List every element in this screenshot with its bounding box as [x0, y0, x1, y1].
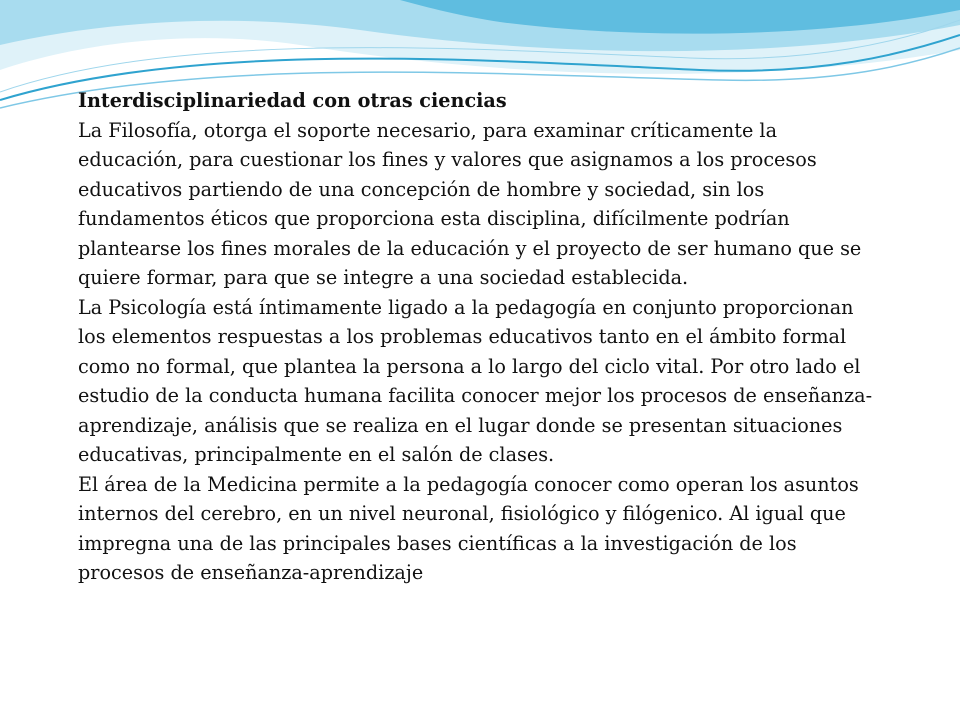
paragraph-filosofia: La Filosofía, otorga el soporte necesario, para examinar críticamente la educación, para cuestionar los fines y valores que asignamos a los procesos educativos partiendo de una concepción de hombre y sociedad, sin los fundamentos éticos que proporciona esta disciplina, difícilmente podrían plantearse los fines morales de la educación y el proyecto de ser humano que se quiere formar, para que se integre a una sociedad establecida.	[78, 118, 862, 289]
slide-heading: Interdisciplinariedad con otras ciencias	[78, 89, 507, 112]
paragraph-medicina: El área de la Medicina permite a la pedagogía conocer como operan los asuntos internos del cerebro, en un nivel neuronal, fisiológico y filógenico. Al igual que impregna una de las principales bases científicas a la investigación de los procesos de enseñanza-aprendizaje	[78, 472, 859, 584]
paragraph-psicologia: La Psicología está íntimamente ligado a la pedagogía en conjunto proporcionan los elementos respuestas a los problemas educativos tanto en el ámbito formal como no formal, que plantea la persona a lo largo del ciclo vital. Por otro lado el estudio de la conducta humana facilita conocer mejor los procesos de enseñanza-aprendizaje, análisis que se realiza en el lugar donde se presentan situaciones educativas, principalmente en el salón de clases.	[78, 295, 873, 466]
slide-body	[78, 86, 878, 588]
